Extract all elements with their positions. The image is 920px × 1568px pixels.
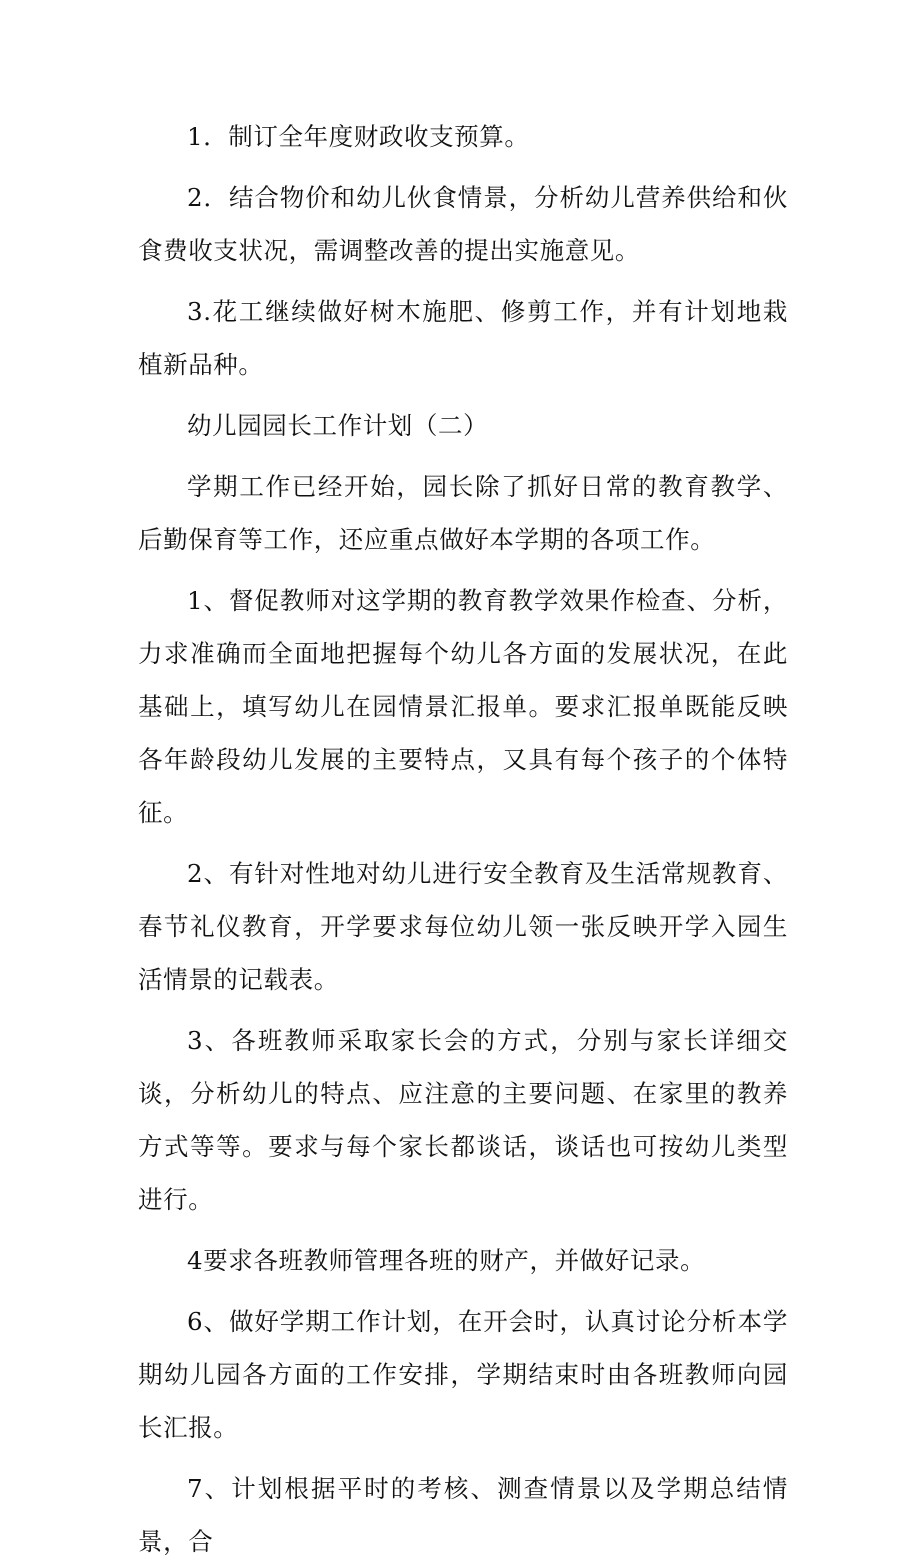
paragraph-item-2: 2、有针对性地对幼儿进行安全教育及生活常规教育、春节礼仪教育，开学要求每位幼儿领一张反映开学入园生活情景的记载表。 [138,859,788,994]
paragraph-item-7: 7、计划根据平时的考核、测查情景以及学期总结情景，合 [138,1474,788,1556]
paragraph-item-4: 4要求各班教师管理各班的财产，并做好记录。 [187,1246,706,1275]
paragraph-intro: 学期工作已经开始，园长除了抓好日常的教育教学、后勤保育等工作，还应重点做好本学期的各项工作。 [138,472,788,554]
paragraph-gardening: 3.花工继续做好树木施肥、修剪工作，并有计划地栽植新品种。 [138,297,788,379]
paragraph-nutrition: 2．结合物价和幼儿伙食情景，分析幼儿营养供给和伙食费收支状况，需调整改善的提出实施意见。 [138,183,788,265]
section-heading: 幼儿园园长工作计划（二） [187,411,489,440]
paragraph-item-1: 1、督促教师对这学期的教育教学效果作检查、分析，力求准确而全面地把握每个幼儿各方面的发展状况，在此基础上，填写幼儿在园情景汇报单。要求汇报单既能反映各年龄段幼儿发展的主要特点，又具有每个孩子的个体特征。 [138,586,788,827]
paragraph-item-6: 6、做好学期工作计划，在开会时，认真讨论分析本学期幼儿园各方面的工作安排，学期结束时由各班教师向园长汇报。 [138,1307,788,1442]
paragraph-budget: 1．制订全年度财政收支预算。 [187,122,530,151]
paragraph-item-3: 3、各班教师采取家长会的方式，分别与家长详细交谈，分析幼儿的特点、应注意的主要问题、在家里的教养方式等等。要求与每个家长都谈话，谈话也可按幼儿类型进行。 [138,1026,788,1214]
document-body [138,110,788,1568]
